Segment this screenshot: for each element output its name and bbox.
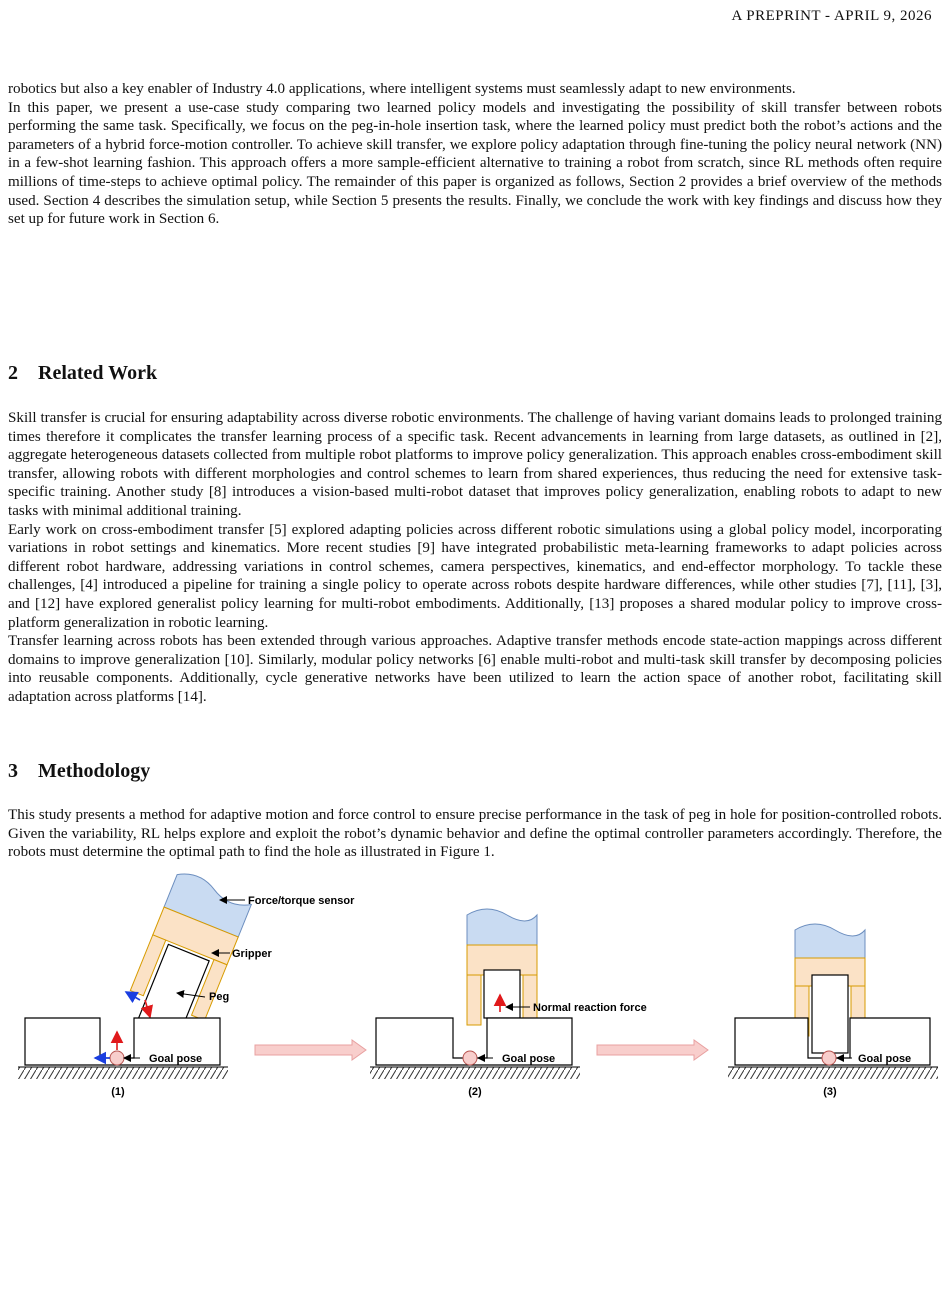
running-header: A PREPRINT - APRIL 9, 2026	[731, 8, 932, 24]
section-title: Related Work	[38, 362, 158, 384]
panel-label-3: (3)	[823, 1086, 837, 1098]
force-torque-sensor-shape	[467, 909, 537, 945]
goal-marker	[463, 1051, 477, 1065]
section-2-heading	[8, 362, 157, 385]
section-title: Methodology	[38, 760, 151, 782]
goal-marker	[110, 1051, 124, 1065]
panel-label-1: (1)	[111, 1086, 125, 1098]
label-sensor: Force/torque sensor	[248, 895, 355, 907]
section-number: 3	[8, 760, 18, 782]
force-torque-sensor-shape	[795, 924, 865, 958]
label-goal-1: Goal pose	[149, 1053, 203, 1065]
label-gripper: Gripper	[232, 948, 272, 960]
panel-2	[370, 909, 647, 1098]
label-goal-3: Goal pose	[858, 1053, 912, 1065]
ground-hatch	[18, 1067, 228, 1079]
figure-1-peg-in-hole	[0, 820, 952, 1306]
transition-arrow-2	[597, 1040, 708, 1060]
intro-paragraph-1: robotics but also a key enabler of Industry 4.0 applications, where intelligent systems must seamlessly adapt to new environments.	[8, 81, 796, 97]
ground-hatch	[728, 1067, 938, 1079]
panel-1	[18, 869, 355, 1098]
ground-hatch	[370, 1067, 580, 1079]
intro-text	[8, 80, 942, 229]
peg	[484, 970, 520, 1018]
intro-paragraph-2: In this paper, we present a use-case study comparing two learned policy models and investigating the possibility of skill transfer between robots performing the same task. Specifically, we focus on the peg-in-hole insertion task, where the learned policy must predict both the robot’s actions and the parameters of a hybrid force-motion controller. To achieve skill transfer, we explore policy adaptation through fine-tuning the policy neural network (NN) in a few-shot learning fashion. This approach offers a more sample-efficient alternative to training a robot from scratch, since RL methods often require millions of time-steps to achieve optimal policy. The remainder of this paper is organized as follows, Section 2 provides a brief overview of the methods used. Section 4 describes the simulation setup, while Section 5 presents the results. Finally, we conclude the work with key findings and discuss how they set up for future work in Section 6.	[8, 99, 942, 228]
section-number: 2	[8, 362, 18, 384]
label-peg: Peg	[209, 991, 230, 1003]
label-goal-2: Goal pose	[502, 1053, 556, 1065]
methodology-paragraph-1: This study presents a method for adaptive motion and force control to ensure precise performance in the task of peg in hole for position-controlled robots. Given the variability, RL helps explore and exploit the robot’s dynamic behavior and define the optimal controller parameters accordingly. Therefore, the robots must determine the optimal path to find the hole as illustrated in Figure 1.	[8, 807, 942, 861]
related-work-text	[8, 409, 942, 707]
peg-inserted	[812, 975, 848, 1053]
panel-label-2: (2)	[468, 1086, 482, 1098]
gripper-finger-left	[467, 975, 481, 1025]
related-paragraph-3: Transfer learning across robots has been extended through various approaches. Adaptive transfer methods encode state-action mappings across different domains to improve generalization [10]. Similarly, modular policy networks [6] enable multi-robot and multi-task skill transfer by decomposing policies into reusable components. Additionally, cycle generative networks have been utilized to learn the action space of another robot, facilitating skill adaptation across platforms [14].	[8, 633, 942, 705]
panel-3	[728, 924, 938, 1098]
goal-marker	[822, 1051, 836, 1065]
label-normal-force: Normal reaction force	[533, 1002, 647, 1014]
related-paragraph-1: Skill transfer is crucial for ensuring adaptability across diverse robotic environments. The challenge of having variant domains leads to prolonged training times therefore it complicates the transfer learning process of a specific task. Recent advancements in learning from large datasets, as outlined in [2], aggregate heterogeneous datasets collected from multiple robot platforms to improve policy generalization. This approach enables cross-embodiment skill transfer, allowing robots with different morphologies and control schemes to learn from shared experiences, thus reducing the need for extensive task-specific training. Another study [8] introduces a vision-based multi-robot dataset that improves policy generalization, enabling robots to adapt to new tasks with minimal additional training.	[8, 410, 942, 519]
section-3-heading	[8, 760, 150, 783]
transition-arrow-1	[255, 1040, 366, 1060]
related-paragraph-2: Early work on cross-embodiment transfer [5] explored adapting policies across different robotic simulations using a global policy model, incorporating variations in robot settings and kinematics. More recent studies [9] have integrated probabilistic meta-learning frameworks to adapt policies across different robot hardware, addressing variations in control schemes, camera perspectives, kinematics, and end-effector morphology. To tackle these challenges, [4] introduced a pipeline for training a single policy to operate across robots despite hardware differences, while other studies [7], [11], [3], and [12] have explored generalist policy learning for multi-robot embodiments. Additionally, [13] proposes a shared modular policy to improve cross-platform generalization in robotic learning.	[8, 521, 942, 631]
